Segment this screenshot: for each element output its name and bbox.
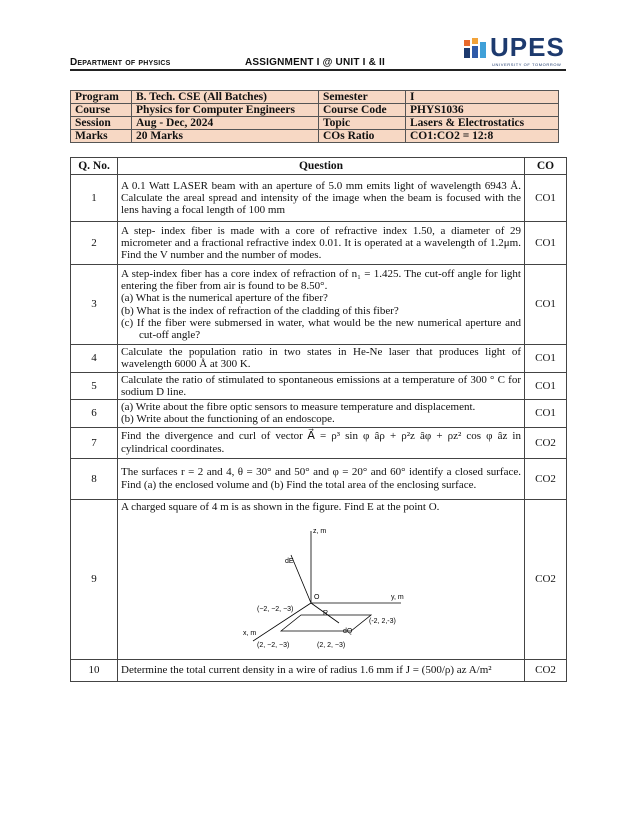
department-label: Department of physics (70, 57, 171, 68)
question-co: CO1 (525, 175, 567, 222)
cos-ratio-value: CO1:CO2 = 12:8 (406, 130, 559, 143)
corner-label: (2, −2, −3) (257, 642, 290, 650)
info-row (71, 91, 559, 104)
col-co-header: CO (525, 158, 567, 175)
question-cell (118, 265, 525, 345)
question-co: CO1 (525, 265, 567, 345)
table-row (71, 372, 567, 400)
course-code-label: Course Code (319, 104, 406, 117)
question-number: 9 (71, 499, 118, 659)
corner-label: (−2, −2, −3) (257, 606, 294, 614)
col-question-header: Question (118, 158, 525, 175)
question-text: Calculate the ratio of stimulated to spontaneous emissions at a temperature of 300 ° C for sodium D line. (118, 372, 525, 400)
question-part-a: (a) What is the numerical aperture of the fiber? (121, 292, 328, 305)
course-info-table (70, 90, 559, 143)
question-co: CO2 (525, 659, 567, 681)
question-part-b: (b) What is the index of refraction of the cladding of this fiber? (121, 304, 399, 317)
info-row (71, 117, 559, 130)
logo-subtitle: UNIVERSITY OF TOMORROW (492, 62, 562, 67)
session-label: Session (71, 117, 132, 130)
session-value: Aug - Dec, 2024 (132, 117, 319, 130)
table-row (71, 345, 567, 373)
question-number: 1 (71, 175, 118, 222)
questions-table (70, 157, 567, 682)
program-value: B. Tech. CSE (All Batches) (132, 91, 319, 104)
marks-label: Marks (71, 130, 132, 143)
question-number: 2 (71, 222, 118, 265)
table-header-row (71, 158, 567, 175)
question-text: Find the divergence and curl of vector A⃗ = ρ³ sin φ âρ + ρ²z âφ + ρz² cos φ âz in cylindrical coordinates. (118, 427, 525, 458)
question-text: A step-index fiber has a core index of refraction of n₁ = 1.425. The cut-off angle for light entering the fiber from air is found to be 8.50°. (121, 267, 521, 292)
question-text: The surfaces r = 2 and 4, θ = 30° and 50° and φ = 20° and 60° identify a closed surface. Find (a) the enclosed volume and (b) Find the total area of the enclosing surface. (118, 458, 525, 499)
header-rule (70, 69, 566, 71)
dq-label: dQ (343, 628, 353, 636)
course-value: Physics for Computer Engineers (132, 104, 319, 117)
topic-value: Lasers & Electrostatics (406, 117, 559, 130)
col-qno-header: Q. No. (71, 158, 118, 175)
question-number: 5 (71, 372, 118, 400)
semester-value: I (406, 91, 559, 104)
question-co: CO1 (525, 222, 567, 265)
course-label: Course (71, 104, 132, 117)
question-co: CO1 (525, 372, 567, 400)
question-number: 6 (71, 400, 118, 428)
table-row (71, 659, 567, 681)
question-part-a: (a) Write about the fibre optic sensors to measure temperature and displacement. (121, 401, 476, 414)
table-row (71, 265, 567, 345)
question-text: A 0.1 Watt LASER beam with an aperture of 5.0 mm emits light of wavelength 6943 Å. Calculate the areal spread and intensity of the image when the beam is focused with the lens having a focal length of 100 mm (118, 175, 525, 222)
question-co: CO2 (525, 427, 567, 458)
de-label: dE (285, 558, 294, 566)
corner-label: (2, 2, −3) (317, 642, 346, 650)
question-number: 3 (71, 265, 118, 345)
info-row (71, 130, 559, 143)
table-row (71, 499, 567, 659)
question-text: Calculate the population ratio in two states in He-Ne laser that produces light of wavelength 6000 Å at 300 K. (118, 345, 525, 373)
question-text: Determine the total current density in a wire of radius 1.6 mm if J = (500/ρ) az A/m² (118, 659, 525, 681)
table-row (71, 222, 567, 265)
question-co: CO1 (525, 345, 567, 373)
logo-mark-icon (462, 36, 490, 64)
question-cell (118, 499, 525, 659)
info-row (71, 104, 559, 117)
question-co: CO2 (525, 499, 567, 659)
charged-square-figure (241, 523, 421, 651)
question-number: 4 (71, 345, 118, 373)
cos-ratio-label: COs Ratio (319, 130, 406, 143)
table-row (71, 458, 567, 499)
question-text: A step- index fiber is made with a core of refractive index 1.50, a diameter of 29 micrometer and a fractional refractive index 0.01. It is operated at a wavelength of 1.2μm. Find the V number and the number of modes. (118, 222, 525, 265)
x-axis-label: x, m (243, 630, 257, 638)
topic-label: Topic (319, 117, 406, 130)
charged-square (281, 615, 371, 631)
question-text: A charged square of 4 m is as shown in the figure. Find E at the point O. (121, 500, 440, 513)
question-co: CO1 (525, 400, 567, 428)
corner-label: (-2, 2,-3) (369, 618, 396, 626)
logo-text: UPES (490, 32, 565, 62)
r-label: R (323, 610, 329, 618)
semester-label: Semester (319, 91, 406, 104)
question-co: CO2 (525, 458, 567, 499)
course-code-value: PHYS1036 (406, 104, 559, 117)
marks-value: 20 Marks (132, 130, 319, 143)
de-vector (291, 555, 311, 603)
question-number: 7 (71, 427, 118, 458)
question-number: 8 (71, 458, 118, 499)
origin-label: O (314, 594, 320, 602)
y-axis-label: y, m (391, 594, 404, 602)
table-row (71, 175, 567, 222)
question-number: 10 (71, 659, 118, 681)
question-cell (118, 400, 525, 428)
university-logo (462, 32, 568, 68)
table-row (71, 427, 567, 458)
question-part-c: (c) If the fiber were submersed in water, what would be the new numerical aperture and cut-off angle? (121, 316, 521, 342)
assignment-title: ASSIGNMENT I @ UNIT I & II (245, 57, 385, 68)
program-label: Program (71, 91, 132, 104)
table-row (71, 400, 567, 428)
question-part-b: (b) Write about the functioning of an endoscope. (121, 413, 335, 426)
z-axis-label: z, m (313, 528, 327, 536)
